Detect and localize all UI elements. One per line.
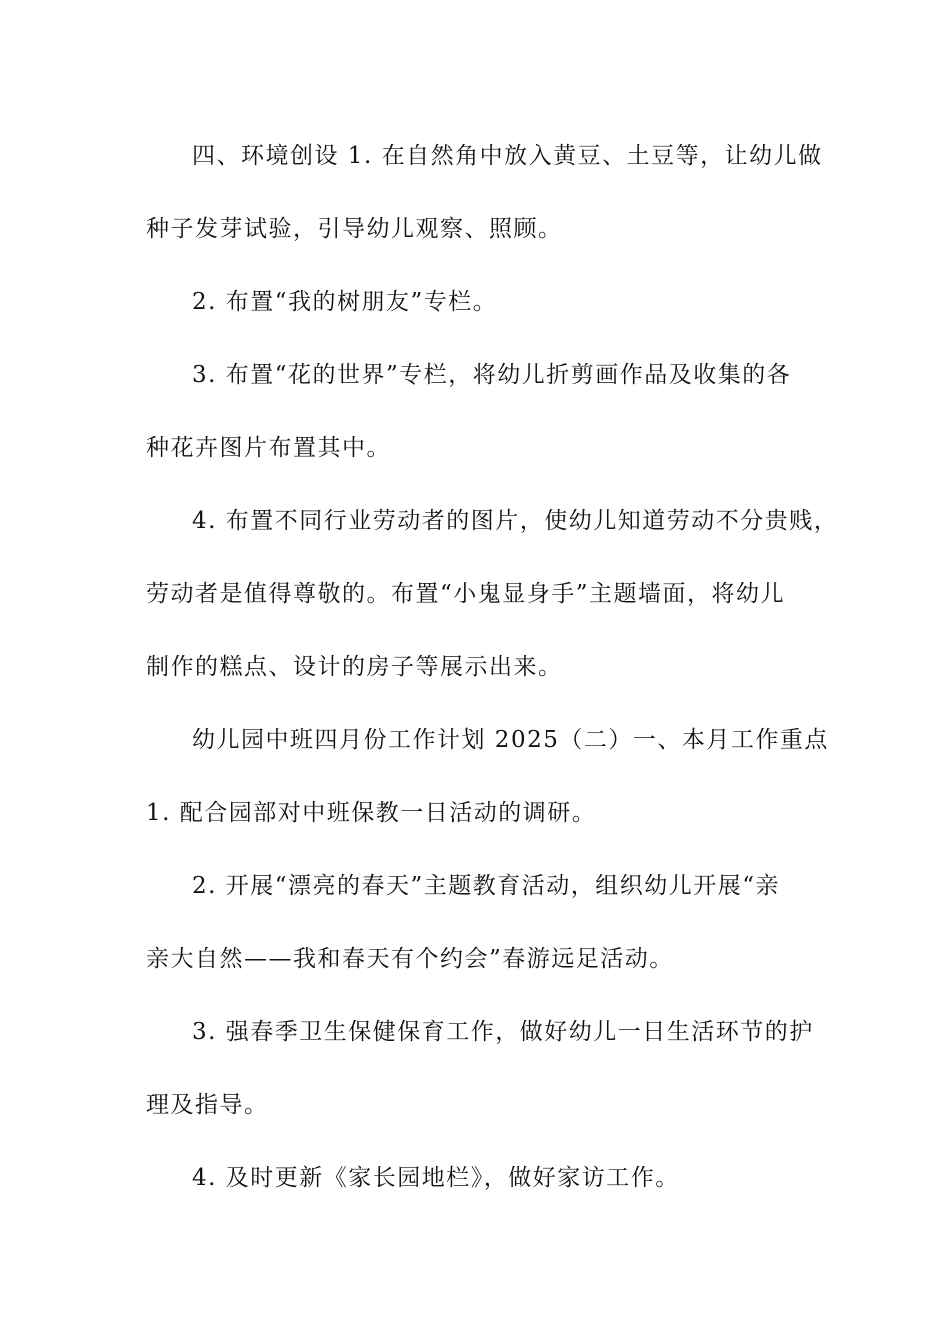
text-line: 3. 强春季卫生保健保育工作，做好幼儿一日生活环节的护 — [192, 1019, 814, 1045]
text-line: 种子发芽试验，引导幼儿观察、照顾。 — [146, 216, 563, 242]
text-line: 4. 布置不同行业劳动者的图片，使幼儿知道劳动不分贵贱， — [192, 508, 839, 534]
text-line: 4. 及时更新《家长园地栏》，做好家访工作。 — [192, 1165, 680, 1191]
text-line: 制作的糕点、设计的房子等展示出来。 — [146, 654, 563, 680]
text-line: 2. 开展“漂亮的春天”主题教育活动，组织幼儿开展“亲 — [192, 873, 781, 899]
text-line: 劳动者是值得尊敬的。布置“小鬼显身手”主题墙面，将幼儿 — [146, 581, 786, 607]
text-line: 理及指导。 — [146, 1092, 269, 1118]
text-line: 幼儿园中班四月份工作计划 2025（二）一、本月工作重点 — [192, 727, 829, 753]
text-line: 四、环境创设 1. 在自然角中放入黄豆、土豆等，让幼儿做 — [192, 143, 823, 169]
text-line: 3. 布置“花的世界”专栏，将幼儿折剪画作品及收集的各 — [192, 362, 792, 388]
text-line: 种花卉图片布置其中。 — [146, 435, 391, 461]
text-line: 2. 布置“我的树朋友”专栏。 — [192, 289, 498, 315]
text-line: 亲大自然——我和春天有个约会”春游远足活动。 — [146, 946, 674, 972]
text-line: 1. 配合园部对中班保教一日活动的调研。 — [146, 800, 597, 826]
